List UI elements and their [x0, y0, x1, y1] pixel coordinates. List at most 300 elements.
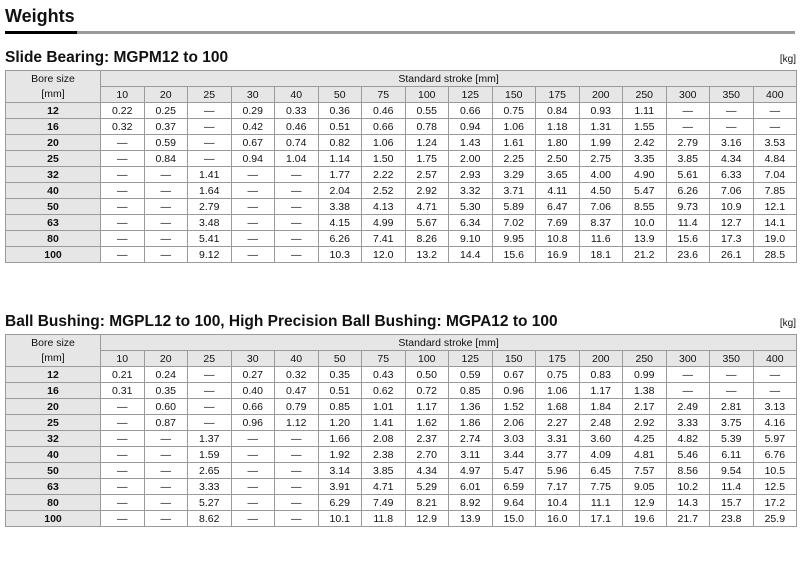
weight-cell: 1.12	[275, 415, 319, 431]
weight-cell: 10.0	[623, 215, 667, 231]
weight-cell: 1.41	[362, 415, 406, 431]
weight-cell: 9.12	[188, 247, 232, 263]
weight-cell: 0.50	[405, 367, 449, 383]
page-title: Weights	[5, 6, 75, 26]
weight-cell: 3.91	[318, 479, 362, 495]
table-row	[6, 103, 797, 119]
weight-cell: 15.6	[492, 247, 536, 263]
bore-size-cell: 32	[6, 167, 101, 183]
weight-cell: —	[275, 231, 319, 247]
weight-cell: —	[275, 199, 319, 215]
slide-bearing-section	[5, 49, 796, 263]
weight-cell: 2.00	[449, 151, 493, 167]
weight-cell: 0.24	[144, 367, 188, 383]
weight-cell: 0.62	[362, 383, 406, 399]
weight-cell: 8.92	[449, 495, 493, 511]
weight-cell: 2.81	[710, 399, 754, 415]
weight-cell: 3.11	[449, 447, 493, 463]
weight-cell: —	[101, 399, 145, 415]
weight-cell: 5.27	[188, 495, 232, 511]
unit-label: [kg]	[779, 54, 796, 65]
weight-cell: —	[275, 431, 319, 447]
weight-cell: 0.74	[275, 135, 319, 151]
section-header	[5, 49, 796, 70]
weight-cell: 6.26	[666, 183, 710, 199]
weight-cell: 0.93	[579, 103, 623, 119]
weight-cell: 4.71	[362, 479, 406, 495]
page-header	[5, 6, 795, 32]
weight-cell: 18.1	[579, 247, 623, 263]
weight-cell: —	[101, 199, 145, 215]
weight-cell: 17.2	[753, 495, 797, 511]
weight-cell: 0.35	[318, 367, 362, 383]
weight-cell: 9.10	[449, 231, 493, 247]
bore-size-cell: 63	[6, 479, 101, 495]
weight-cell: —	[101, 495, 145, 511]
weight-cell: 0.46	[362, 103, 406, 119]
stroke-column-header: 50	[318, 351, 362, 367]
bore-size-cell: 40	[6, 183, 101, 199]
weight-cell: —	[101, 135, 145, 151]
weight-cell: 13.2	[405, 247, 449, 263]
weight-cell: 0.31	[101, 383, 145, 399]
weight-cell: —	[144, 215, 188, 231]
weight-cell: 10.3	[318, 247, 362, 263]
weight-cell: 2.49	[666, 399, 710, 415]
weight-cell: 1.92	[318, 447, 362, 463]
weight-cell: 12.9	[623, 495, 667, 511]
weight-cell: 6.59	[492, 479, 536, 495]
weight-cell: 14.1	[753, 215, 797, 231]
weight-cell: 1.64	[188, 183, 232, 199]
weight-cell: —	[231, 479, 275, 495]
weight-cell: 3.32	[449, 183, 493, 199]
weight-cell: —	[710, 103, 754, 119]
weight-cell: —	[275, 247, 319, 263]
weight-cell: —	[144, 495, 188, 511]
stroke-column-header: 150	[492, 87, 536, 103]
table-row	[6, 511, 797, 527]
weight-cell: 0.99	[623, 367, 667, 383]
table-row	[6, 431, 797, 447]
weight-cell: —	[101, 431, 145, 447]
stroke-header: Standard stroke [mm]	[101, 71, 797, 87]
table-row	[6, 463, 797, 479]
weight-cell: 3.53	[753, 135, 797, 151]
weight-cell: 0.46	[275, 119, 319, 135]
weight-cell: 2.37	[405, 431, 449, 447]
weight-cell: 5.39	[710, 431, 754, 447]
weight-cell: 1.20	[318, 415, 362, 431]
weight-cell: 9.95	[492, 231, 536, 247]
stroke-column-header: 40	[275, 351, 319, 367]
weight-cell: 1.50	[362, 151, 406, 167]
weight-cell: 1.14	[318, 151, 362, 167]
weight-cell: 1.38	[623, 383, 667, 399]
stroke-column-header: 25	[188, 87, 232, 103]
weight-cell: 23.6	[666, 247, 710, 263]
bore-size-cell: 100	[6, 511, 101, 527]
table-row	[6, 495, 797, 511]
weight-cell: 1.18	[536, 119, 580, 135]
stroke-column-header: 175	[536, 87, 580, 103]
stroke-column-header: 20	[144, 87, 188, 103]
weight-cell: 3.33	[666, 415, 710, 431]
stroke-column-header: 75	[362, 351, 406, 367]
stroke-column-header: 10	[101, 351, 145, 367]
weight-cell: —	[144, 231, 188, 247]
weight-cell: 8.21	[405, 495, 449, 511]
weight-cell: 7.06	[710, 183, 754, 199]
weight-cell: 2.65	[188, 463, 232, 479]
weight-cell: 3.85	[666, 151, 710, 167]
weight-cell: —	[188, 383, 232, 399]
weight-cell: 0.66	[449, 103, 493, 119]
weight-cell: 1.66	[318, 431, 362, 447]
weight-cell: 0.37	[144, 119, 188, 135]
weight-cell: 0.67	[492, 367, 536, 383]
ball-bushing-section	[5, 313, 796, 527]
weight-cell: 0.94	[449, 119, 493, 135]
weight-cell: 4.97	[449, 463, 493, 479]
weight-cell: 6.11	[710, 447, 754, 463]
weight-cell: —	[666, 367, 710, 383]
weight-cell: 4.82	[666, 431, 710, 447]
bore-size-header-line1: Bore size	[31, 72, 75, 85]
bore-size-header-line2: [mm]	[41, 87, 65, 100]
weight-cell: 7.49	[362, 495, 406, 511]
stroke-column-header: 300	[666, 351, 710, 367]
weight-cell: 0.43	[362, 367, 406, 383]
weight-cell: 1.62	[405, 415, 449, 431]
weight-cell: 1.59	[188, 447, 232, 463]
stroke-column-header: 20	[144, 351, 188, 367]
weight-cell: 0.78	[405, 119, 449, 135]
weight-cell: 7.41	[362, 231, 406, 247]
weight-cell: —	[144, 199, 188, 215]
weight-cell: 6.76	[753, 447, 797, 463]
weight-cell: —	[231, 215, 275, 231]
weight-cell: 6.47	[536, 199, 580, 215]
weight-cell: 4.11	[536, 183, 580, 199]
weight-cell: 1.99	[579, 135, 623, 151]
bore-size-cell: 12	[6, 367, 101, 383]
weight-cell: —	[710, 383, 754, 399]
weight-cell: 2.70	[405, 447, 449, 463]
weight-cell: —	[101, 511, 145, 527]
weight-cell: —	[231, 431, 275, 447]
weight-cell: —	[275, 511, 319, 527]
weight-cell: —	[231, 447, 275, 463]
weight-cell: 0.75	[492, 103, 536, 119]
weight-cell: 5.61	[666, 167, 710, 183]
weight-cell: 9.73	[666, 199, 710, 215]
weight-cell: —	[275, 479, 319, 495]
weight-cell: 2.06	[492, 415, 536, 431]
weight-cell: —	[231, 463, 275, 479]
weight-cell: 0.94	[231, 151, 275, 167]
weight-cell: 2.22	[362, 167, 406, 183]
weight-cell: 0.27	[231, 367, 275, 383]
weight-cell: —	[144, 511, 188, 527]
weight-cell: 4.99	[362, 215, 406, 231]
weights-table	[5, 334, 797, 527]
weight-cell: 3.75	[710, 415, 754, 431]
weight-cell: 13.9	[623, 231, 667, 247]
weight-cell: 0.29	[231, 103, 275, 119]
weight-cell: 0.51	[318, 119, 362, 135]
table-row	[6, 399, 797, 415]
bore-size-cell: 20	[6, 135, 101, 151]
weight-cell: —	[101, 415, 145, 431]
weight-cell: 4.13	[362, 199, 406, 215]
weight-cell: 10.9	[710, 199, 754, 215]
weight-cell: 5.89	[492, 199, 536, 215]
stroke-column-header: 150	[492, 351, 536, 367]
weight-cell: 28.5	[753, 247, 797, 263]
weight-cell: 25.9	[753, 511, 797, 527]
weight-cell: 15.6	[666, 231, 710, 247]
weight-cell: 2.92	[623, 415, 667, 431]
weight-cell: 6.26	[318, 231, 362, 247]
weight-cell: 5.30	[449, 199, 493, 215]
weight-cell: 4.84	[753, 151, 797, 167]
weight-cell: 2.52	[362, 183, 406, 199]
weight-cell: —	[275, 495, 319, 511]
weight-cell: 1.55	[623, 119, 667, 135]
weight-cell: 2.42	[623, 135, 667, 151]
weight-cell: 3.33	[188, 479, 232, 495]
weight-cell: 7.69	[536, 215, 580, 231]
weight-cell: 2.27	[536, 415, 580, 431]
weight-cell: —	[275, 183, 319, 199]
weight-cell: 1.43	[449, 135, 493, 151]
weight-cell: —	[101, 183, 145, 199]
weight-cell: 7.85	[753, 183, 797, 199]
table-row	[6, 415, 797, 431]
weight-cell: —	[231, 199, 275, 215]
weight-cell: —	[188, 367, 232, 383]
weight-cell: 3.31	[536, 431, 580, 447]
weight-cell: 1.36	[449, 399, 493, 415]
section-title: Ball Bushing: MGPL12 to 100, High Precision Ball Bushing: MGPA12 to 100	[5, 313, 558, 330]
bore-size-cell: 32	[6, 431, 101, 447]
stroke-column-header: 400	[753, 351, 797, 367]
weight-cell: 1.37	[188, 431, 232, 447]
weight-cell: 10.4	[536, 495, 580, 511]
weight-cell: 1.11	[623, 103, 667, 119]
stroke-column-header: 250	[623, 351, 667, 367]
weight-cell: —	[753, 119, 797, 135]
weight-cell: 0.67	[231, 135, 275, 151]
weight-cell: —	[231, 183, 275, 199]
weight-cell: 12.9	[405, 511, 449, 527]
bore-size-cell: 50	[6, 199, 101, 215]
weight-cell: 0.21	[101, 367, 145, 383]
weight-cell: —	[188, 399, 232, 415]
bore-size-cell: 50	[6, 463, 101, 479]
weight-cell: 0.25	[144, 103, 188, 119]
bore-size-cell: 25	[6, 415, 101, 431]
bore-size-header-line2: [mm]	[41, 351, 65, 364]
weight-cell: —	[275, 215, 319, 231]
weight-cell: 11.1	[579, 495, 623, 511]
weight-cell: 2.74	[449, 431, 493, 447]
weight-cell: 4.50	[579, 183, 623, 199]
weight-cell: 0.75	[536, 367, 580, 383]
bore-size-cell: 16	[6, 383, 101, 399]
stroke-column-header: 30	[231, 87, 275, 103]
weight-cell: 8.56	[666, 463, 710, 479]
weight-cell: 4.15	[318, 215, 362, 231]
table-row	[6, 135, 797, 151]
weight-cell: —	[101, 479, 145, 495]
section-title: Slide Bearing: MGPM12 to 100	[5, 49, 229, 66]
weight-cell: 8.37	[579, 215, 623, 231]
weight-cell: 9.64	[492, 495, 536, 511]
table-row	[6, 167, 797, 183]
stroke-header: Standard stroke [mm]	[101, 335, 797, 351]
weight-cell: —	[144, 183, 188, 199]
weight-cell: 0.85	[449, 383, 493, 399]
table-row	[6, 447, 797, 463]
weight-cell: —	[144, 247, 188, 263]
weight-cell: 4.00	[579, 167, 623, 183]
weight-cell: —	[275, 447, 319, 463]
weight-cell: 4.81	[623, 447, 667, 463]
weight-cell: 1.84	[579, 399, 623, 415]
bore-size-header-line1: Bore size	[31, 336, 75, 349]
stroke-column-header: 50	[318, 87, 362, 103]
weight-cell: 1.06	[362, 135, 406, 151]
weight-cell: 4.09	[579, 447, 623, 463]
weight-cell: —	[101, 447, 145, 463]
weight-cell: —	[101, 247, 145, 263]
weight-cell: —	[101, 231, 145, 247]
weight-cell: 6.34	[449, 215, 493, 231]
table-row	[6, 119, 797, 135]
weight-cell: 0.84	[536, 103, 580, 119]
weight-cell: —	[710, 367, 754, 383]
weight-cell: 3.71	[492, 183, 536, 199]
weight-cell: 4.71	[405, 199, 449, 215]
stroke-column-header: 300	[666, 87, 710, 103]
weight-cell: 3.35	[623, 151, 667, 167]
weight-cell: 0.79	[275, 399, 319, 415]
weight-cell: 0.84	[144, 151, 188, 167]
weight-cell: 0.59	[144, 135, 188, 151]
weight-cell: 1.31	[579, 119, 623, 135]
weight-cell: 21.7	[666, 511, 710, 527]
weight-cell: —	[188, 103, 232, 119]
weight-cell: —	[753, 383, 797, 399]
weight-cell: —	[101, 151, 145, 167]
weight-cell: 0.96	[492, 383, 536, 399]
weight-cell: 5.47	[623, 183, 667, 199]
bore-size-cell: 80	[6, 495, 101, 511]
weight-cell: 3.13	[753, 399, 797, 415]
weight-cell: 0.96	[231, 415, 275, 431]
stroke-values-row	[6, 87, 797, 103]
weight-cell: 0.35	[144, 383, 188, 399]
weight-cell: —	[144, 431, 188, 447]
stroke-column-header: 200	[579, 351, 623, 367]
weight-cell: 8.26	[405, 231, 449, 247]
section-header	[5, 313, 796, 334]
bore-size-cell: 80	[6, 231, 101, 247]
weight-cell: —	[666, 119, 710, 135]
weight-cell: 3.60	[579, 431, 623, 447]
weight-cell: —	[275, 167, 319, 183]
weight-cell: 0.83	[579, 367, 623, 383]
weight-cell: 0.66	[231, 399, 275, 415]
weight-cell: 7.06	[579, 199, 623, 215]
weight-cell: —	[231, 247, 275, 263]
weight-cell: 5.29	[405, 479, 449, 495]
weight-cell: 7.57	[623, 463, 667, 479]
weight-cell: 0.66	[362, 119, 406, 135]
weight-cell: 12.1	[753, 199, 797, 215]
bore-size-cell: 16	[6, 119, 101, 135]
weight-cell: 0.47	[275, 383, 319, 399]
weight-cell: 1.17	[579, 383, 623, 399]
weight-cell: 14.3	[666, 495, 710, 511]
header-row	[6, 71, 797, 87]
weight-cell: 11.4	[710, 479, 754, 495]
bore-size-cell: 20	[6, 399, 101, 415]
weight-cell: —	[188, 119, 232, 135]
weight-cell: 1.06	[492, 119, 536, 135]
weight-cell: 16.0	[536, 511, 580, 527]
table-row	[6, 151, 797, 167]
stroke-column-header: 100	[405, 351, 449, 367]
weight-cell: 2.04	[318, 183, 362, 199]
weight-cell: —	[666, 383, 710, 399]
weight-cell: —	[231, 511, 275, 527]
weight-cell: —	[101, 463, 145, 479]
weight-cell: 13.9	[449, 511, 493, 527]
weight-cell: 9.54	[710, 463, 754, 479]
weight-cell: —	[144, 463, 188, 479]
weight-cell: 2.79	[188, 199, 232, 215]
weight-cell: 0.40	[231, 383, 275, 399]
weight-cell: —	[188, 151, 232, 167]
weight-cell: —	[101, 167, 145, 183]
weight-cell: 19.0	[753, 231, 797, 247]
stroke-column-header: 75	[362, 87, 406, 103]
weight-cell: 2.79	[666, 135, 710, 151]
weights-table	[5, 70, 797, 263]
weight-cell: 3.77	[536, 447, 580, 463]
weight-cell: 15.7	[710, 495, 754, 511]
stroke-column-header: 175	[536, 351, 580, 367]
weight-cell: 5.96	[536, 463, 580, 479]
weight-cell: —	[275, 463, 319, 479]
bore-size-cell: 100	[6, 247, 101, 263]
bore-size-cell: 12	[6, 103, 101, 119]
stroke-column-header: 25	[188, 351, 232, 367]
weight-cell: 9.05	[623, 479, 667, 495]
weight-cell: 3.48	[188, 215, 232, 231]
weight-cell: 11.8	[362, 511, 406, 527]
weight-cell: 7.04	[753, 167, 797, 183]
weight-cell: 3.38	[318, 199, 362, 215]
weight-cell: 3.03	[492, 431, 536, 447]
weight-cell: 0.36	[318, 103, 362, 119]
weight-cell: 6.33	[710, 167, 754, 183]
weight-cell: —	[101, 215, 145, 231]
stroke-column-header: 200	[579, 87, 623, 103]
